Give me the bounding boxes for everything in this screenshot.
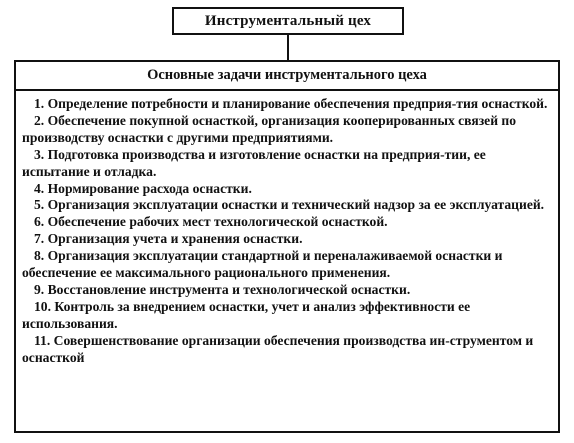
- workshop-title: Инструментальный цех: [204, 12, 372, 29]
- task-item-7: 7. Организация учета и хранения оснастки.: [34, 231, 303, 247]
- task-item-11: 11. Совершенствование организации обеспечения производства ин-струментом и оснасткой: [22, 332, 534, 365]
- task-item-2: 2. Обеспечение покупной оснасткой, организация кооперированных связей по производству оснастки с другими предприятиями.: [22, 112, 517, 145]
- task-item-8: 8. Организация эксплуатации стандартной и переналаживаемой оснастки и обеспечение ее максимального рационального применения.: [22, 248, 503, 281]
- connector-line: [287, 35, 289, 60]
- tasks-header: [16, 62, 558, 91]
- tasks-list: [16, 91, 558, 367]
- task-item-6: 6. Обеспечение рабочих мест технологической оснасткой.: [34, 214, 388, 230]
- task-item-3: 3. Подготовка производства и изготовление оснастки на предприя-тии, ее испытание и отладка.: [22, 146, 486, 179]
- task-item-9: 9. Восстановление инструмента и технологической оснастки.: [34, 281, 411, 297]
- workshop-title-box: [172, 7, 404, 35]
- tasks-header-text: Основные задачи инструментального цеха: [147, 67, 427, 83]
- task-item-10: 10. Контроль за внедрением оснастки, учет и анализ эффективности ее использования.: [22, 298, 471, 331]
- task-item-4: 4. Нормирование расхода оснастки.: [34, 180, 252, 196]
- task-item-1: 1. Определение потребности и планирование обеспечения предприя-тия оснасткой.: [34, 96, 548, 111]
- tasks-box: [14, 60, 560, 433]
- task-item-5: 5. Организация эксплуатации оснастки и технический надзор за ее эксплуатацией.: [34, 197, 545, 213]
